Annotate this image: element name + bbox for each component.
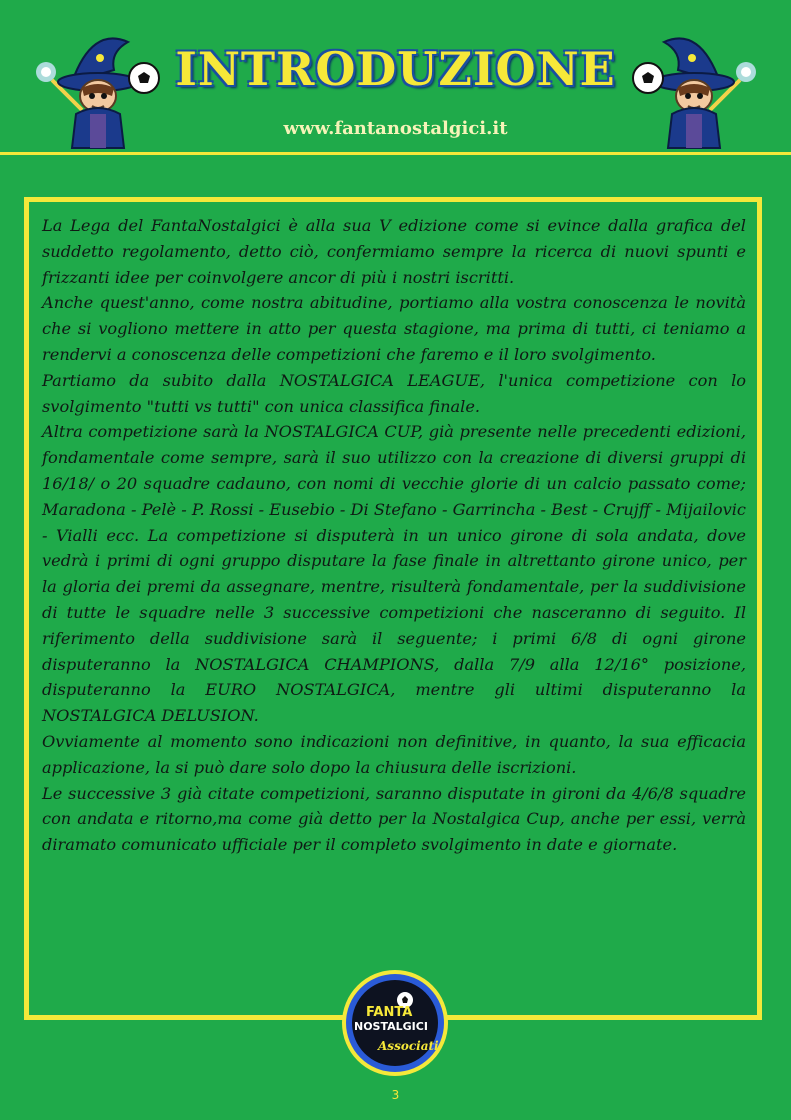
paragraph: Le successive 3 già citate competizioni, saranno disputate in gironi da 4/6/8 squadre con andata e ritorno,ma come già detto per la Nostalgica Cup, anche per essi, verrà diramato comunicato ufficiale per il completo svolgimento in date e giornate. [42,783,746,855]
page-title: INTRODUZIONE [175,42,616,96]
svg-text:FANTA: FANTA [366,1005,413,1020]
fantanostalgici-logo [340,968,450,1078]
svg-text:Associati: Associati [378,1039,439,1053]
body-text [42,213,746,858]
paragraph: Anche quest'anno, come nostra abitudine, portiamo alla vostra conoscenza le novità che si vogliono mettere in atto per questa stagione, ma prima di tutti, ci teniamo a rendervi a conoscenza delle competizioni che faremo e il loro svolgimento. [42,293,746,364]
paragraph: Partiamo da subito dalla NOSTALGICA LEAGUE, l'unica competizione con lo svolgimento "tutti vs tutti" con unica classifica finale. [42,370,746,416]
paragraph: Ovviamente al momento sono indicazioni non definitive, in quanto, la sua efficacia applicazione, la si può dare solo dopo la chiusura delle iscrizioni. [42,731,746,777]
svg-text:NOSTALGICI: NOSTALGICI [354,1020,428,1033]
website-link[interactable]: www.fantanostalgici.it [283,118,508,139]
page-header [0,0,791,155]
page-number: 3 [391,1088,400,1102]
paragraph: Altra competizione sarà la NOSTALGICA CUP, già presente nelle precedenti edizioni, fondamentale come sempre, sarà il suo utilizzo con la creazione di diversi gruppi di 16/18/ o 20 squadre cadauno, con nomi di vecchie glorie di un calcio passato come; Maradona - Pelè - P. Rossi - Eusebio - Di Stefano - Garrincha - Best - Crujff - Mijailovic - Vialli ecc. La competizione si disputerà in un unico girone di sola andata, dove vedrà i primi di ogni gruppo disputare la fase finale in altrettanto girone unico, per la gloria dei premi da assegnare, mentre, risulterà fondamentale, per la suddivisione di tutte le squadre nelle 3 successive competizioni che nasceranno di seguito. Il riferimento della suddivisione sarà il seguente; i primi 6/8 di ogni girone disputeranno la NOSTALGICA CHAMPIONS, dalla 7/9 alla 12/16° posizione, disputeranno la EURO NOSTALGICA, mentre gli ultimi disputeranno la NOSTALGICA DELUSION. [42,422,746,726]
paragraph: La Lega del FantaNostalgici è alla sua V edizione come si evince dalla grafica del suddetto regolamento, detto ciò, confermiamo sempre la ricerca di nuovi spunti e frizzanti idee per coinvolgere ancor di più i nostri iscritti. [42,216,746,287]
